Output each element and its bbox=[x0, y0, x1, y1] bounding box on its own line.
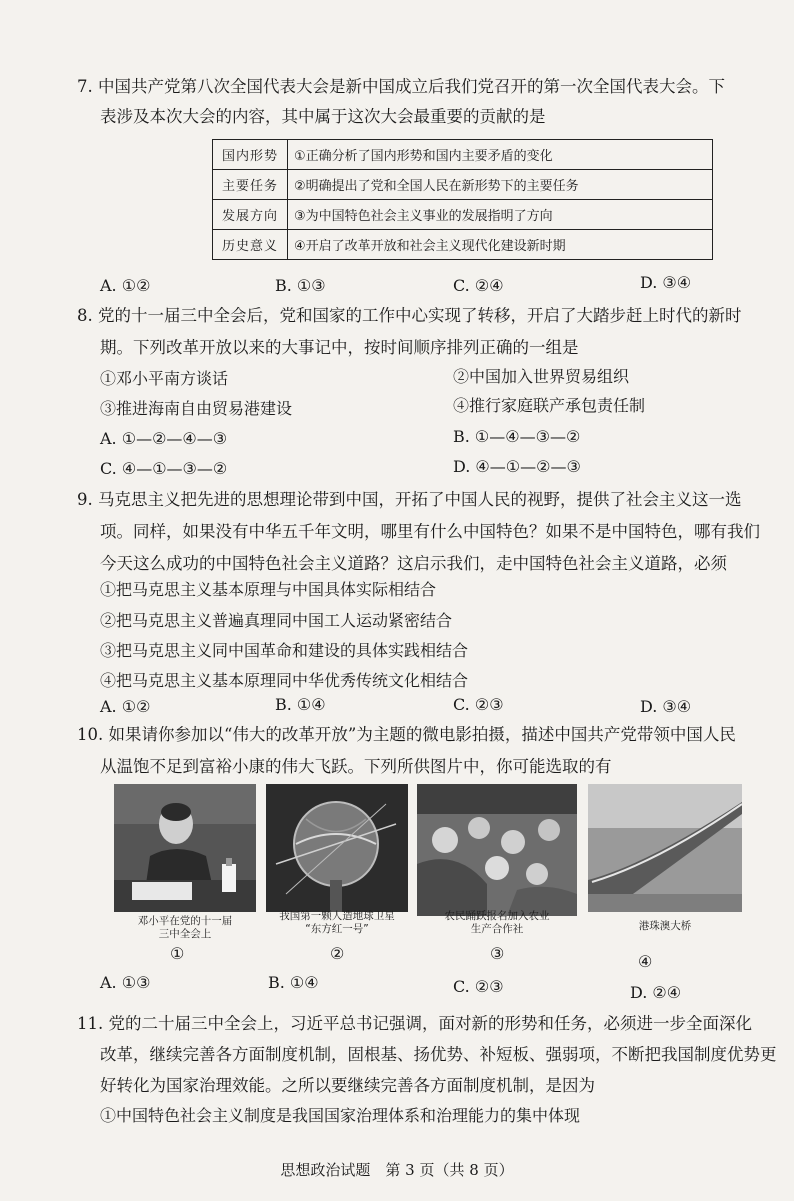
q10-option-b: B. ①④ bbox=[268, 973, 319, 992]
q7-option-b: B. ①③ bbox=[275, 276, 326, 295]
q9-option-d: D. ③④ bbox=[640, 697, 692, 716]
photo-4-caption-1: 港珠澳大桥 bbox=[638, 920, 692, 932]
q9-item-2: ②把马克思主义普遍真理同中国工人运动紧密结合 bbox=[100, 611, 453, 630]
q10-option-a: A. ①③ bbox=[100, 973, 151, 992]
q8-stem-line1: 8. 党的十一届三中全会后，党和国家的工作中心实现了转移，开启了大踏步赶上时代的新时 bbox=[77, 306, 742, 325]
table-row bbox=[213, 140, 713, 170]
q8-item-3: ③推进海南自由贸易港建设 bbox=[100, 399, 293, 418]
photo-2-caption-2: “东方红一号” bbox=[305, 923, 369, 935]
page-footer: 思想政治试题 第 3 页（共 8 页） bbox=[280, 1161, 514, 1179]
photo-3-number: ③ bbox=[490, 944, 505, 963]
q7-stem-line2: 表涉及本次大会的内容，其中属于这次大会最重要的贡献的是 bbox=[100, 107, 546, 126]
table-row bbox=[213, 230, 713, 260]
q11-stem-line2: 改革，继续完善各方面制度机制，固根基、扬优势、补短板、强弱项，不断把我国制度优势更 bbox=[100, 1045, 777, 1064]
q8-option-a: A. ①—②—④—③ bbox=[100, 429, 228, 448]
q7-option-c: C. ②④ bbox=[453, 276, 504, 295]
photo-1-caption-2: 三中全会上 bbox=[158, 928, 212, 940]
photo-deng-xiaoping bbox=[114, 784, 256, 912]
table-row bbox=[213, 170, 713, 200]
q10-option-d: D. ②④ bbox=[630, 983, 682, 1002]
table-key: 历史意义 bbox=[213, 230, 288, 260]
table-key: 发展方向 bbox=[213, 200, 288, 230]
q10-stem-line2: 从温饱不足到富裕小康的伟大飞跃。下列所供图片中，你可能选取的有 bbox=[100, 757, 612, 776]
q10-option-c: C. ②③ bbox=[453, 977, 504, 996]
q9-item-4: ④把马克思主义基本原理同中华优秀传统文化相结合 bbox=[100, 671, 469, 690]
table-value: ④开启了改革开放和社会主义现代化建设新时期 bbox=[288, 230, 713, 260]
q9-item-1: ①把马克思主义基本原理与中国具体实际相结合 bbox=[100, 580, 437, 599]
q10-stem-line1: 10. 如果请你参加以“伟大的改革开放”为主题的微电影拍摄，描述中国共产党带领中国人民 bbox=[77, 725, 736, 744]
q7-option-d: D. ③④ bbox=[640, 273, 692, 292]
photo-1-number: ① bbox=[170, 944, 185, 963]
table-value: ①正确分析了国内形势和国内主要矛盾的变化 bbox=[288, 140, 713, 170]
table-key: 主要任务 bbox=[213, 170, 288, 200]
q7-stem-line1: 7. 中国共产党第八次全国代表大会是新中国成立后我们党召开的第一次全国代表大会。下 bbox=[77, 77, 725, 96]
table-value: ②明确提出了党和全国人民在新形势下的主要任务 bbox=[288, 170, 713, 200]
q11-stem-line3: 好转化为国家治理效能。之所以要继续完善各方面制度机制，是因为 bbox=[100, 1076, 595, 1095]
q8-item-2: ②中国加入世界贸易组织 bbox=[453, 367, 630, 386]
q11-stem-line1: 11. 党的二十届三中全会上，习近平总书记强调，面对新的形势和任务，必须进一步全面深化 bbox=[77, 1014, 752, 1033]
q9-option-a: A. ①② bbox=[100, 697, 151, 716]
q9-option-c: C. ②③ bbox=[453, 695, 504, 714]
q9-item-3: ③把马克思主义同中国革命和建设的具体实践相结合 bbox=[100, 641, 469, 660]
q9-stem-line2: 项。同样，如果没有中华五千年文明，哪里有什么中国特色？如果不是中国特色，哪有我们 bbox=[100, 522, 760, 541]
q9-stem-line1: 9. 马克思主义把先进的思想理论带到中国，开拓了中国人民的视野，提供了社会主义这一选 bbox=[77, 490, 742, 509]
q11-item-1: ①中国特色社会主义制度是我国国家治理体系和治理能力的集中体现 bbox=[100, 1106, 581, 1125]
table-key: 国内形势 bbox=[213, 140, 288, 170]
photo-dongfanghong-satellite bbox=[266, 784, 408, 912]
q8-option-d: D. ④—①—②—③ bbox=[453, 457, 581, 476]
q9-option-b: B. ①④ bbox=[275, 695, 326, 714]
q8-item-1: ①邓小平南方谈话 bbox=[100, 369, 229, 388]
q8-stem-line2: 期。下列改革开放以来的大事记中，按时间顺序排列正确的一组是 bbox=[100, 338, 579, 357]
q8-item-4: ④推行家庭联产承包责任制 bbox=[453, 396, 646, 415]
q7-table bbox=[212, 139, 713, 260]
photo-1-caption-1: 邓小平在党的十一届 bbox=[137, 915, 233, 927]
photo-2-number: ② bbox=[330, 944, 345, 963]
q8-option-b: B. ①—④—③—② bbox=[453, 427, 581, 446]
photo-3-caption-2: 生产合作社 bbox=[470, 923, 524, 935]
q8-option-c: C. ④—①—③—② bbox=[100, 459, 228, 478]
table-value: ③为中国特色社会主义事业的发展指明了方向 bbox=[288, 200, 713, 230]
photo-3-caption-1: 农民踊跃报名加入农业 bbox=[444, 910, 550, 922]
photo-hzmb-bridge bbox=[588, 784, 742, 912]
q7-option-a: A. ①② bbox=[100, 276, 151, 295]
photo-2-caption-1: 我国第一颗人造地球卫星 bbox=[279, 910, 395, 922]
table-row bbox=[213, 200, 713, 230]
photo-4-number: ④ bbox=[638, 952, 653, 971]
photo-farmers-cooperative bbox=[417, 784, 577, 916]
q9-stem-line3: 今天这么成功的中国特色社会主义道路？这启示我们，走中国特色社会主义道路，必须 bbox=[100, 554, 727, 573]
